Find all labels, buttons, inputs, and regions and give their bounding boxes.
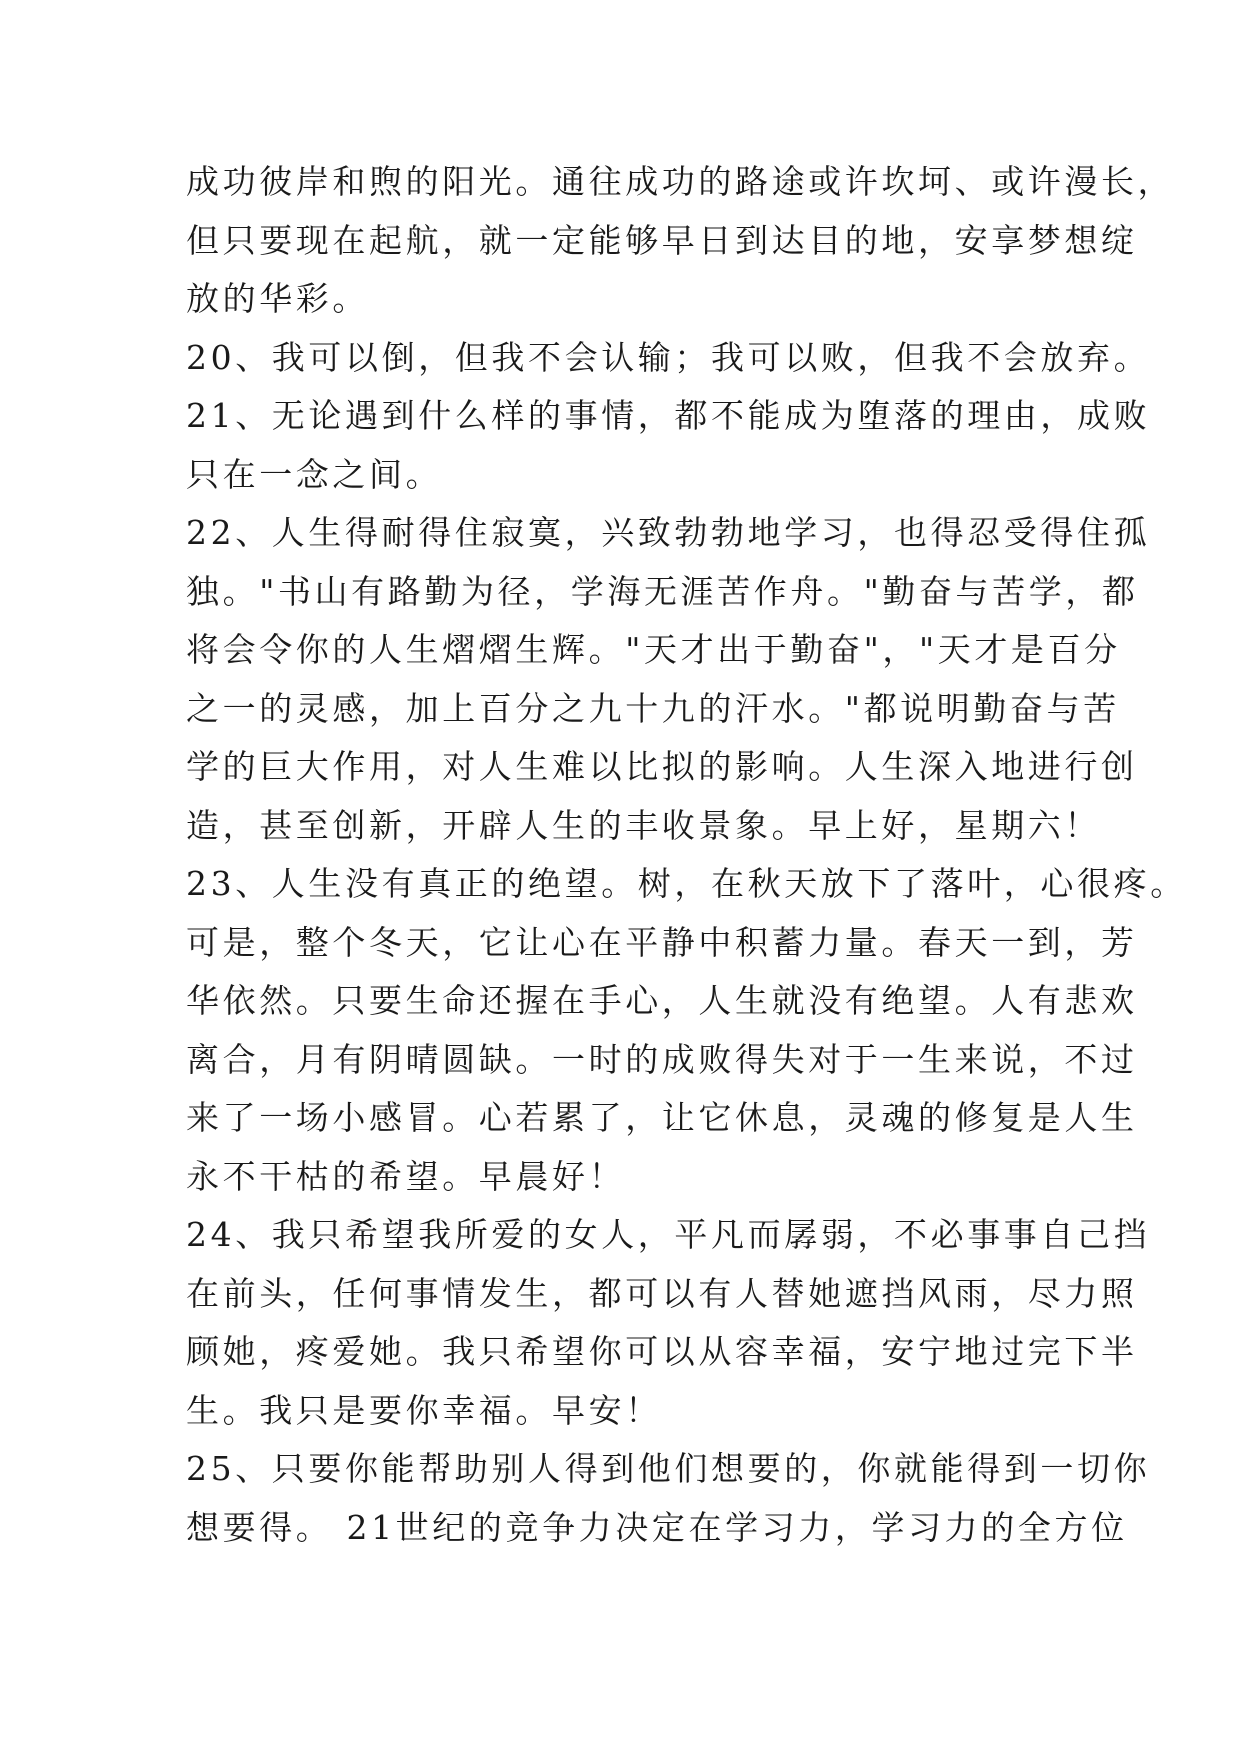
text-line: 22、人生得耐得住寂寞，兴致勃勃地学习，也得忍受得住孤 [186,513,1151,552]
text-line: 学的巨大作用，对人生难以比拟的影响。人生深入地进行创 [186,747,1138,786]
text-line: 23、人生没有真正的绝望。树，在秋天放下了落叶，心很疼。 [186,864,1187,903]
text-line: 之一的灵感，加上百分之九十九的汗水。"都说明勤奋与苦 [186,688,1120,728]
text-line: 21、无论遇到什么样的事情，都不能成为堕落的理由，成败 [186,396,1151,435]
text-line: 成功彼岸和煦的阳光。通往成功的路途或许坎坷、或许漫长， [186,162,1175,201]
text-line: 将会令你的人生熠熠生辉。"天才出于勤奋"，"天才是百分 [186,630,1121,669]
text-line: 独。"书山有路勤为径，学海无涯苦作舟。"勤奋与苦学，都 [186,571,1139,611]
document-body [186,153,1186,1557]
text-line: 在前头，任何事情发生，都可以有人替她遮挡风雨，尽力照 [186,1273,1138,1313]
text-line: 造，甚至创新，开辟人生的丰收景象。早上好，星期六！ [186,805,1101,845]
text-line: 离合，月有阴晴圆缺。一时的成败得失对于一生来说，不过 [186,1039,1138,1079]
text-line: 只在一念之间。 [186,454,443,494]
text-line: 可是，整个冬天，它让心在平静中积蓄力量。春天一到，芳 [186,922,1138,962]
text-line: 华依然。只要生命还握在手心，人生就没有绝望。人有悲欢 [186,981,1138,1020]
text-line: 25、只要你能帮助别人得到他们想要的，你就能得到一切你 [186,1449,1151,1488]
text-line: 20、我可以倒，但我不会认输；我可以败，但我不会放弃。 [186,337,1151,377]
text-line: 永不干枯的希望。早晨好！ [186,1156,626,1196]
text-line: 想要得。 21世纪的竞争力决定在学习力，学习力的全方位 [186,1507,1128,1547]
text-line: 生。我只是要你幸福。早安！ [186,1390,662,1430]
text-line: 顾她，疼爱她。我只希望你可以从容幸福，安宁地过完下半 [186,1332,1138,1371]
text-line: 但只要现在起航，就一定能够早日到达目的地，安享梦想绽 [186,220,1138,260]
text-line: 放的华彩。 [186,279,369,318]
text-line: 24、我只希望我所爱的女人，平凡而孱弱，不必事事自己挡 [186,1215,1151,1254]
text-line: 来了一场小感冒。心若累了，让它休息，灵魂的修复是人生 [186,1098,1138,1137]
